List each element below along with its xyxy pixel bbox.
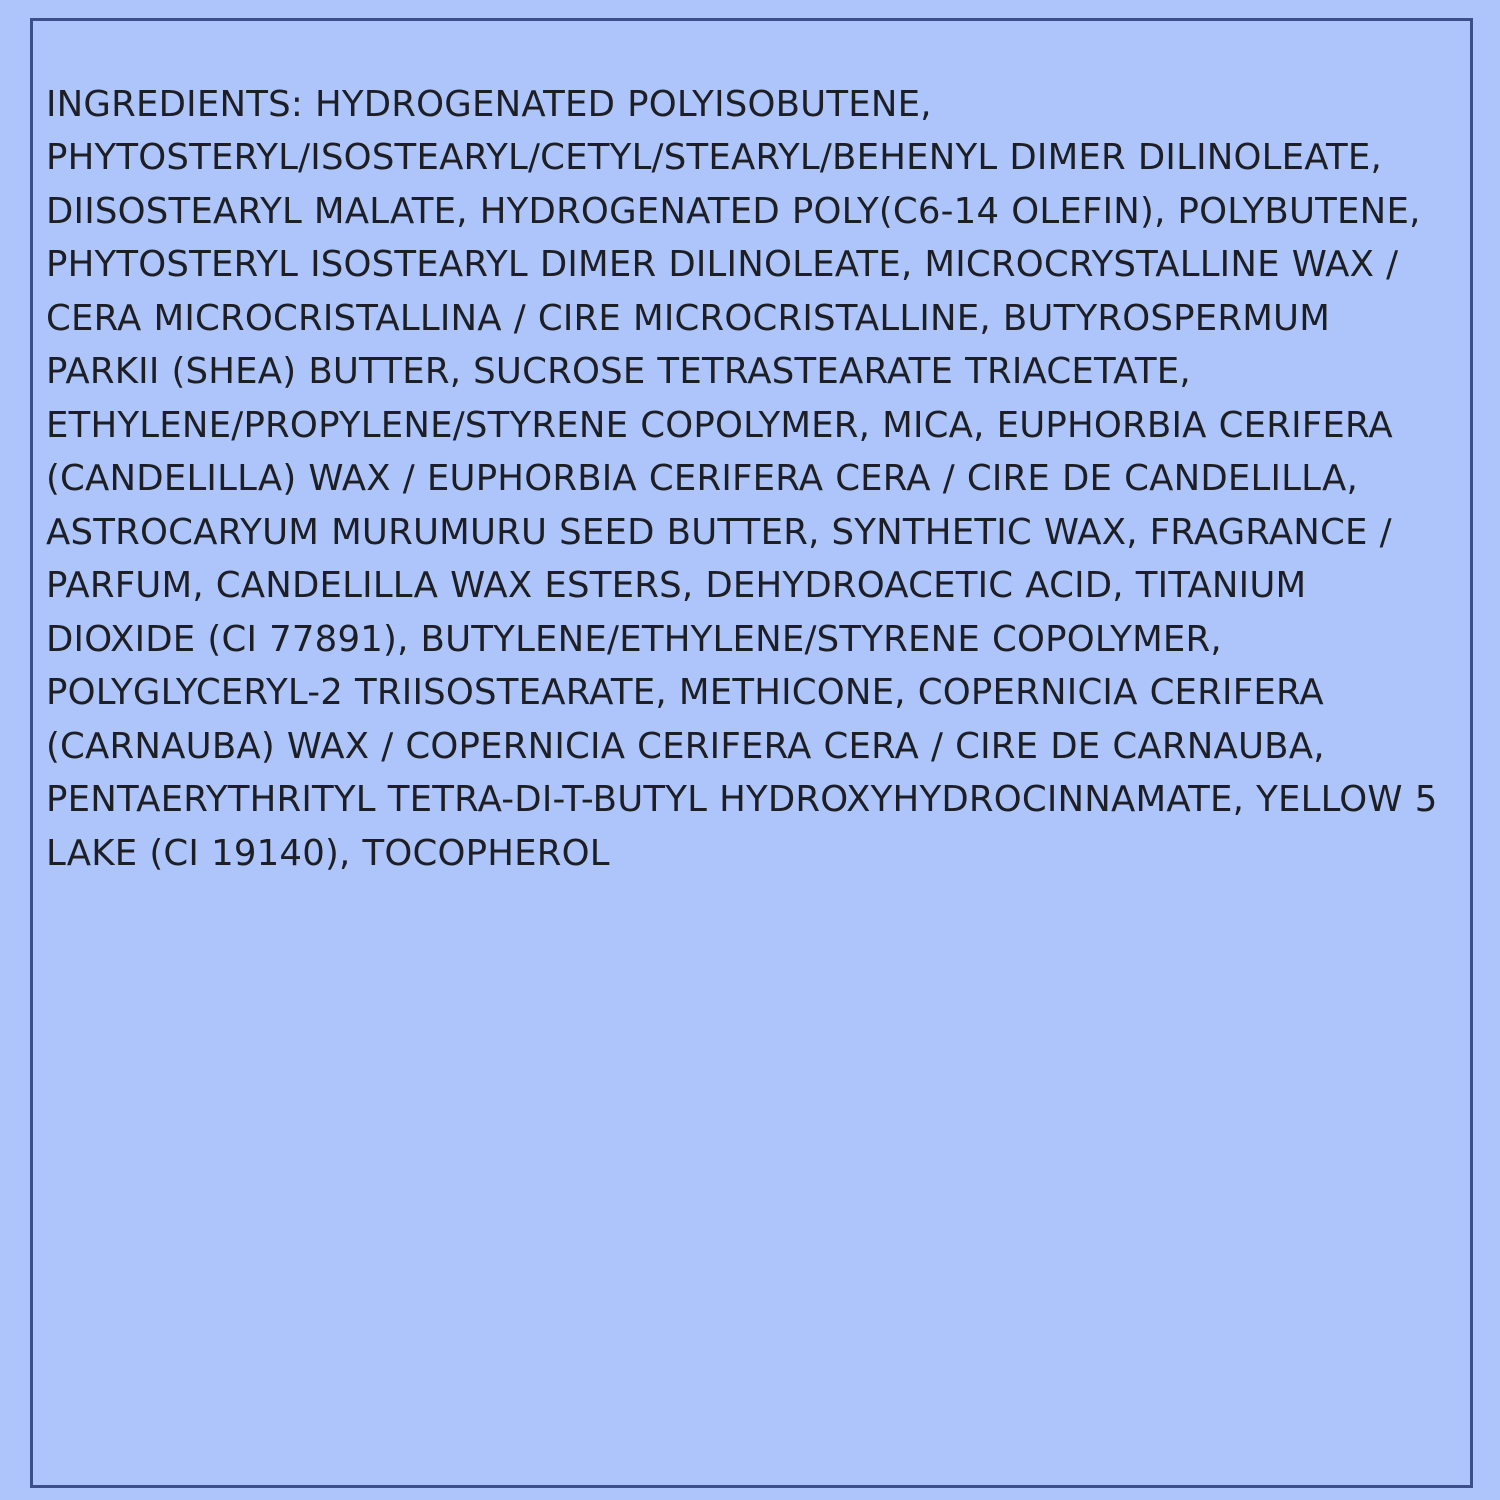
ingredients-panel: [46, 42, 1450, 916]
ingredients-paragraph: INGREDIENTS: HYDROGENATED POLYISOBUTENE, PHYTOSTERYL/ISOSTEARYL/CETYL/STEARYL/BEHENYL DIMER DILINOLEATE, DIISOSTEARYL MALATE, HYDROGENATED POLY(C6-14 OLEFIN), POLYBUTENE, PHYTOSTERYL ISOSTEARYL DIMER DILINOLEATE, MICROCRYSTALLINE WAX / CERA MICROCRISTALLINA / CIRE MICROCRISTALLINE, BUTYROSPERMUM PARKII (SHEA) BUTTER, SUCROSE TETRASTEARATE TRIACETATE, ETHYLENE/PROPYLENE/STYRENE COPOLYMER, MICA, EUPHORBIA CERIFERA (CANDELILLA) WAX / EUPHORBIA CERIFERA CERA / CIRE DE CANDELILLA, ASTROCARYUM MURUMURU SEED BUTTER, SYNTHETIC WAX, FRAGRANCE / PARFUM, CANDELILLA WAX ESTERS, DEHYDROACETIC ACID, TITANIUM DIOXIDE (CI 77891), BUTYLENE/ETHYLENE/STYRENE COPOLYMER, POLYGLYCERYL-2 TRIISOSTEARATE, METHICONE, COPERNICIA CERIFERA (CARNAUBA) WAX / COPERNICIA CERIFERA CERA / CIRE DE CARNAUBA, PENTAERYTHRITYL TETRA-DI-T-BUTYL HYDROXYHYDROCINNAMATE, YELLOW 5 LAKE (CI 19140), TOCOPHEROL: [46, 83, 1450, 874]
